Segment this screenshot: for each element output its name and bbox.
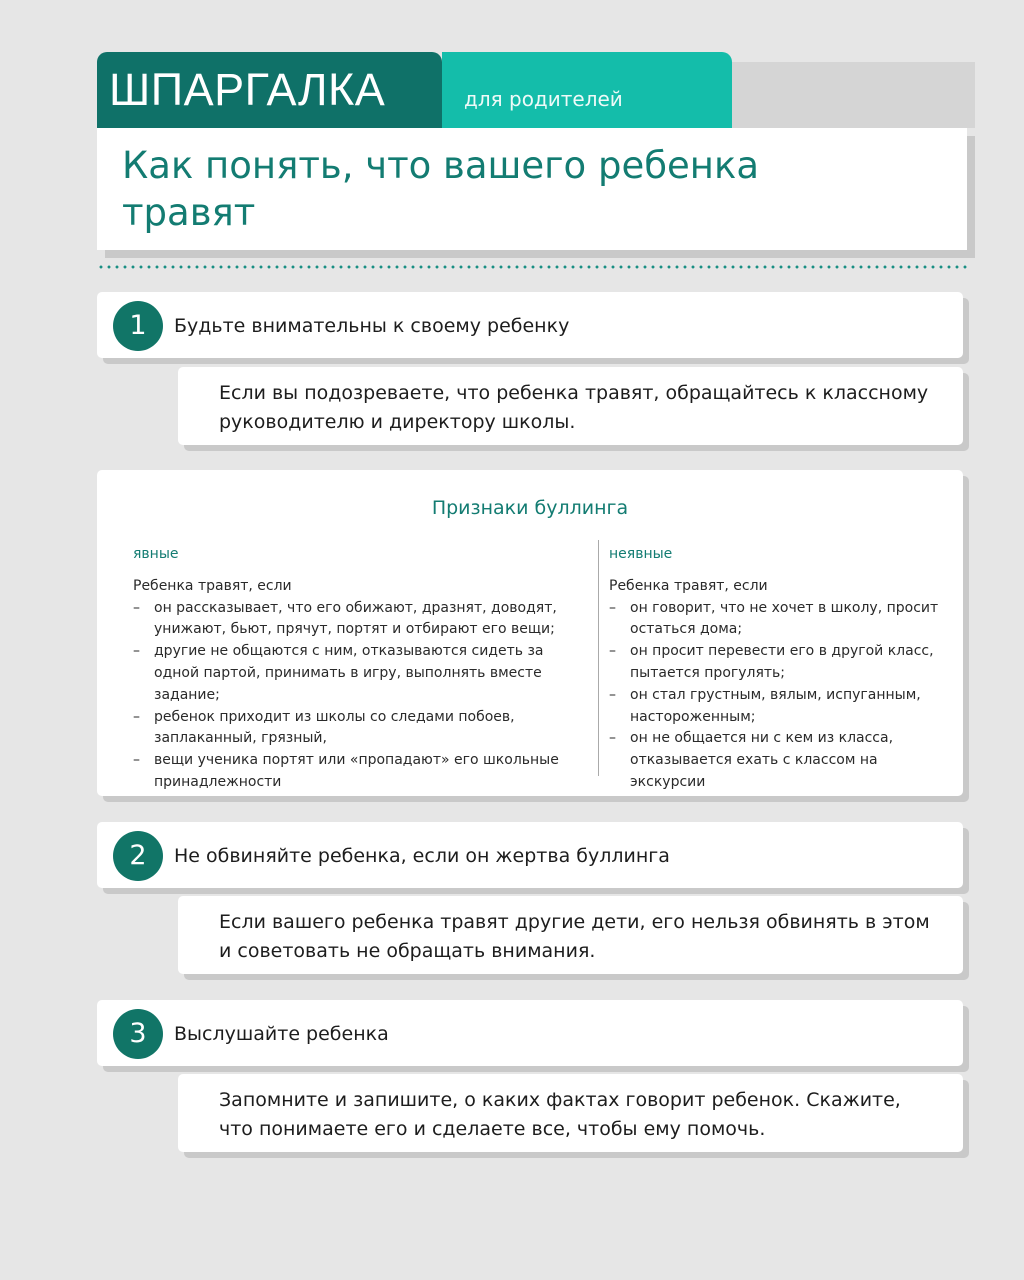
bullying-signs-card <box>97 470 963 796</box>
step-title: Будьте внимательны к своему ребенку <box>174 315 570 337</box>
list-item: – он просит перевести его в другой класс, пытается прогулять; <box>609 641 939 685</box>
implicit-signs-list <box>609 598 939 794</box>
list-item: – другие не общаются с ним, отказываются сидеть за одной партой, принимать в игру, выполнять вместе задание; <box>133 641 578 706</box>
step-1-card <box>97 292 963 358</box>
step-number-badge: 1 <box>113 301 163 351</box>
implicit-signs-heading: неявные <box>609 546 673 562</box>
step-title: Выслушайте ребенка <box>174 1023 389 1045</box>
list-item: – он стал грустным, вялым, испуганным, настороженным; <box>609 685 939 729</box>
step-3-card <box>97 1000 963 1066</box>
step-detail-text: Если вашего ребенка травят другие дети, его нельзя обвинять в этом и советовать не обращать внимания. <box>219 911 930 962</box>
step-title: Не обвиняйте ребенка, если он жертва буллинга <box>174 845 670 867</box>
dotted-divider <box>97 265 967 269</box>
title-card <box>97 128 967 250</box>
explicit-signs-column <box>133 544 578 794</box>
audience-tab: для родителей <box>442 52 732 128</box>
step-1-detail-card <box>178 367 963 445</box>
header-tab-shadow <box>732 62 975 128</box>
explicit-signs-list <box>133 598 578 794</box>
step-number-badge: 2 <box>113 831 163 881</box>
explicit-signs-intro: Ребенка травят, если <box>133 577 292 594</box>
step-detail-text: Запомните и запишите, о каких фактах говорит ребенок. Скажите, что понимаете его и сделаете все, чтобы ему помочь. <box>219 1089 901 1140</box>
list-item: – он говорит, что не хочет в школу, просит остаться дома; <box>609 598 939 642</box>
step-2-detail-card <box>178 896 963 974</box>
signs-title: Признаки буллинга <box>431 497 629 519</box>
implicit-signs-intro: Ребенка травят, если <box>609 577 768 594</box>
cheatsheet-badge: ШПАРГАЛКА <box>97 52 442 128</box>
list-item: – он рассказывает, что его обижают, дразнят, доводят, унижают, бьют, прячут, портят и отбирают его вещи; <box>133 598 578 642</box>
step-detail-text: Если вы подозреваете, что ребенка травят, обращайтесь к классному руководителю и директору школы. <box>219 382 929 433</box>
list-item: – вещи ученика портят или «пропадают» его школьные принадлежности <box>133 750 578 794</box>
explicit-signs-heading: явные <box>133 546 179 562</box>
step-2-card <box>97 822 963 888</box>
column-divider <box>598 540 599 776</box>
list-item: – ребенок приходит из школы со следами побоев, заплаканный, грязный, <box>133 707 578 751</box>
step-3-detail-card <box>178 1074 963 1152</box>
step-number-badge: 3 <box>113 1009 163 1059</box>
implicit-signs-column <box>609 544 939 794</box>
page-title: Как понять, что вашего ребенка травят <box>122 144 760 234</box>
list-item: – он не общается ни с кем из класса, отказывается ехать с классом на экскурсии <box>609 728 939 793</box>
